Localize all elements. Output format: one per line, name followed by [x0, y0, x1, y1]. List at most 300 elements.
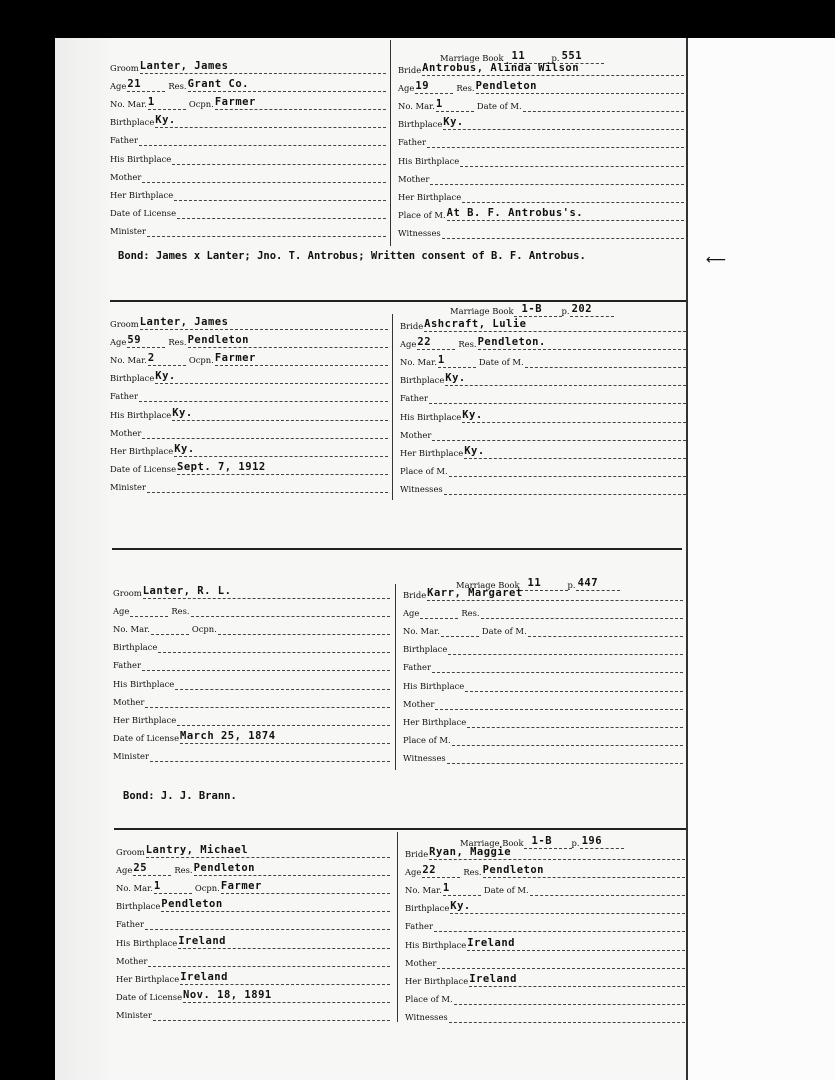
date-of-m-line	[528, 623, 683, 637]
groom-birthplace-line	[161, 898, 390, 912]
minister-row	[110, 475, 388, 493]
place-of-m-value: At B. F. Antrobus's.	[446, 206, 584, 219]
bride-his-birthplace-label: His Birthplace	[405, 939, 467, 950]
groom-ocpn-line	[218, 621, 390, 635]
bride-his-birthplace-row	[398, 148, 684, 166]
groom-father-label: Father	[110, 135, 138, 146]
bride-no-mar-row	[398, 94, 684, 112]
groom-res-value: Pendleton	[187, 334, 250, 347]
minister-label: Minister	[110, 481, 146, 492]
groom-father-label: Father	[113, 660, 141, 671]
groom-row	[116, 840, 390, 858]
groom-age-value: 25	[133, 862, 148, 875]
place-of-m-line	[449, 463, 686, 477]
groom-his-birthplace-row	[116, 930, 390, 948]
groom-ocpn-line	[215, 352, 388, 366]
groom-birthplace-row	[116, 894, 390, 912]
groom-ocpn-label: Ocpn.	[188, 99, 214, 110]
marriage-book-label: Marriage Book	[460, 838, 524, 848]
groom-res-line	[188, 334, 388, 348]
record-3-groom-column	[113, 581, 390, 762]
bride-label: Bride	[405, 849, 429, 860]
record-1-bride-column	[398, 58, 684, 239]
minister-label: Minister	[116, 1009, 152, 1020]
groom-his-birthplace-line	[178, 935, 390, 949]
bride-line	[429, 846, 685, 860]
groom-no-mar-label: No. Mar.	[110, 99, 147, 110]
groom-age-line	[127, 334, 165, 348]
groom-her-birthplace-row	[113, 708, 390, 726]
groom-father-row	[110, 384, 388, 402]
groom-value: Lanter, James	[139, 60, 229, 73]
date-of-license-line	[180, 730, 390, 744]
bride-res-label: Res.	[458, 339, 477, 350]
place-of-m-label: Place of M.	[398, 209, 446, 220]
bride-her-birthplace-label: Her Birthplace	[398, 191, 462, 202]
bride-no-mar-value: 1	[442, 882, 450, 895]
groom-no-mar-value: 1	[153, 880, 161, 893]
groom-birthplace-label: Birthplace	[110, 117, 155, 128]
bride-birthplace-line	[443, 116, 684, 130]
bride-father-line	[434, 918, 685, 932]
groom-mother-row	[116, 949, 390, 967]
groom-her-birthplace-label: Her Birthplace	[116, 973, 180, 984]
groom-line	[140, 316, 388, 330]
bride-her-birthplace-row	[400, 441, 686, 459]
groom-ocpn-label: Ocpn.	[194, 883, 220, 894]
bride-father-row	[398, 130, 684, 148]
bride-his-birthplace-label: His Birthplace	[403, 680, 465, 691]
groom-birthplace-label: Birthplace	[110, 373, 155, 384]
place-of-m-line	[452, 732, 683, 746]
bride-no-mar-row	[400, 350, 686, 368]
bride-value: Antrobus, Alinda Wilson	[422, 62, 580, 75]
groom-age-value: 59	[127, 334, 142, 347]
groom-birthplace-value: Pendleton	[161, 898, 223, 911]
groom-birthplace-row	[110, 366, 388, 384]
bride-row	[403, 583, 683, 601]
witnesses-label: Witnesses	[405, 1011, 448, 1022]
bride-value: Ryan, Maggie	[429, 846, 512, 859]
bride-row	[400, 314, 686, 332]
groom-her-birthplace-label: Her Birthplace	[110, 189, 174, 200]
record-2-column-divider	[392, 314, 393, 500]
groom-ocpn-line	[215, 96, 386, 110]
bride-birthplace-row	[405, 896, 685, 914]
groom-her-birthplace-line	[174, 443, 388, 457]
minister-line	[147, 223, 386, 237]
witnesses-line	[449, 1009, 685, 1023]
witnesses-label: Witnesses	[403, 752, 446, 763]
groom-res-label: Res.	[171, 606, 190, 617]
groom-line	[140, 60, 386, 74]
groom-her-birthplace-row	[110, 183, 386, 201]
groom-her-birthplace-row	[110, 439, 388, 457]
bride-no-mar-row	[403, 619, 683, 637]
groom-his-birthplace-label: His Birthplace	[116, 937, 178, 948]
groom-age-value: 21	[127, 78, 142, 91]
bride-age-row	[400, 332, 686, 350]
bride-father-line	[427, 134, 684, 148]
date-of-license-row	[110, 201, 386, 219]
record-4-groom-column	[116, 840, 390, 1021]
bride-age-label: Age	[400, 339, 417, 350]
groom-no-mar-label: No. Mar.	[110, 355, 147, 366]
groom-father-line	[139, 132, 386, 146]
groom-age-label: Age	[110, 337, 127, 348]
groom-res-line	[194, 862, 390, 876]
date-of-license-value: Nov. 18, 1891	[183, 988, 272, 1001]
groom-his-birthplace-row	[110, 146, 386, 164]
groom-mother-line	[142, 425, 388, 439]
groom-ocpn-label: Ocpn.	[188, 355, 214, 366]
groom-no-mar-line	[151, 621, 189, 635]
bride-his-birthplace-row	[403, 673, 683, 691]
date-of-m-label: Date of M.	[481, 626, 527, 637]
groom-father-line	[145, 916, 390, 930]
bride-label: Bride	[400, 321, 424, 332]
bride-line	[427, 587, 683, 601]
witnesses-row	[398, 221, 684, 239]
place-of-m-row	[400, 459, 686, 477]
groom-his-birthplace-value: Ireland	[178, 934, 226, 947]
record-2-bride-column	[400, 314, 686, 495]
minister-line	[153, 1007, 390, 1021]
bride-her-birthplace-row	[405, 969, 685, 987]
bride-res-value: Pendleton.	[477, 336, 546, 349]
bride-mother-label: Mother	[398, 173, 430, 184]
groom-age-row	[113, 599, 390, 617]
bride-father-row	[403, 655, 683, 673]
bride-birthplace-value: Ky.	[445, 372, 466, 385]
bride-mother-row	[403, 692, 683, 710]
place-of-m-line	[454, 991, 685, 1005]
date-of-license-row	[113, 726, 390, 744]
groom-line	[143, 585, 390, 599]
bride-line	[424, 318, 686, 332]
date-of-license-value: March 25, 1874	[180, 729, 276, 742]
bride-mother-line	[432, 427, 686, 441]
arrow-mark: ⟵	[706, 252, 727, 268]
groom-res-line	[191, 603, 390, 617]
bride-mother-row	[398, 167, 684, 185]
bride-mother-line	[430, 171, 684, 185]
bride-no-mar-label: No. Mar.	[405, 885, 442, 896]
place-of-m-row	[398, 203, 684, 221]
record-1-column-divider	[390, 40, 391, 246]
groom-her-birthplace-label: Her Birthplace	[110, 445, 174, 456]
groom-birthplace-label: Birthplace	[113, 642, 158, 653]
groom-father-row	[110, 128, 386, 146]
record-1-groom-column	[110, 56, 386, 237]
date-of-license-value: Sept. 7, 1912	[177, 460, 266, 473]
bride-her-birthplace-line	[462, 189, 684, 203]
place-of-m-label: Place of M.	[403, 734, 451, 745]
date-of-license-label: Date of License	[116, 991, 183, 1002]
bride-birthplace-value: Ky.	[443, 116, 464, 129]
page-value: 551	[561, 50, 583, 62]
groom-ocpn-value: Farmer	[220, 880, 262, 893]
place-of-m-label: Place of M.	[400, 465, 448, 476]
bride-no-mar-value: 1	[437, 354, 445, 367]
groom-father-row	[113, 653, 390, 671]
bride-res-value: Pendleton	[475, 80, 538, 93]
groom-mother-row	[110, 421, 388, 439]
page-edge-line	[686, 38, 688, 1080]
witnesses-line	[444, 481, 686, 495]
bride-no-mar-label: No. Mar.	[400, 357, 437, 368]
bride-age-line	[420, 605, 458, 619]
groom-her-birthplace-label: Her Birthplace	[113, 714, 177, 725]
bride-birthplace-label: Birthplace	[403, 644, 448, 655]
record-4-column-divider	[397, 832, 398, 1022]
bride-mother-line	[437, 955, 685, 969]
bride-res-line	[483, 864, 685, 878]
groom-his-birthplace-label: His Birthplace	[113, 678, 175, 689]
record-1-separator-rule	[110, 300, 686, 302]
witnesses-label: Witnesses	[400, 483, 443, 494]
groom-his-birthplace-line	[175, 676, 390, 690]
page-value: 202	[571, 303, 593, 315]
record-1-bond-text: Bond: James x Lanter; Jno. T. Antrobus; Written consent of B. F. Antrobus.	[118, 250, 586, 262]
groom-label: Groom	[113, 588, 142, 599]
bride-mother-line	[435, 696, 683, 710]
date-of-license-row	[110, 457, 388, 475]
groom-value: Lanter, R. L.	[142, 585, 232, 598]
bride-label: Bride	[398, 65, 422, 76]
groom-birthplace-line	[155, 370, 388, 384]
bride-no-mar-label: No. Mar.	[398, 101, 435, 112]
groom-no-mar-label: No. Mar.	[113, 624, 150, 635]
groom-father-line	[139, 388, 388, 402]
bride-his-birthplace-row	[400, 404, 686, 422]
groom-no-mar-row	[113, 617, 390, 635]
groom-age-label: Age	[113, 606, 130, 617]
record-4-bride-column	[405, 842, 685, 1023]
bride-father-line	[429, 390, 686, 404]
bride-her-birthplace-row	[398, 185, 684, 203]
bride-no-mar-line	[443, 882, 481, 896]
groom-res-value: Pendleton	[193, 862, 256, 875]
groom-his-birthplace-value: Ky.	[172, 406, 193, 419]
groom-ocpn-label: Ocpn.	[191, 624, 217, 635]
place-of-m-row	[403, 728, 683, 746]
groom-age-line	[133, 862, 171, 876]
groom-age-line	[130, 603, 168, 617]
groom-his-birthplace-line	[172, 151, 386, 165]
bride-mother-label: Mother	[403, 698, 435, 709]
marriage-book-value: 1-B	[521, 303, 543, 315]
date-of-license-label: Date of License	[110, 207, 177, 218]
groom-ocpn-line	[221, 880, 390, 894]
groom-birthplace-row	[113, 635, 390, 653]
bride-her-birthplace-label: Her Birthplace	[400, 447, 464, 458]
date-of-m-label: Date of M.	[483, 885, 529, 896]
date-of-m-line	[523, 98, 684, 112]
marriage-book-value: 11	[527, 577, 542, 589]
groom-mother-label: Mother	[110, 171, 142, 182]
bride-res-line	[478, 336, 686, 350]
groom-no-mar-value: 1	[147, 96, 155, 109]
bride-age-label: Age	[398, 83, 415, 94]
groom-father-label: Father	[110, 391, 138, 402]
marriage-book-label: Marriage Book	[440, 53, 504, 63]
groom-ocpn-value: Farmer	[214, 96, 256, 109]
groom-label: Groom	[110, 63, 139, 74]
date-of-license-line	[177, 205, 386, 219]
groom-no-mar-row	[116, 876, 390, 894]
groom-row	[110, 312, 388, 330]
groom-value: Lantry, Michael	[145, 844, 249, 857]
groom-age-row	[116, 858, 390, 876]
bride-row	[405, 842, 685, 860]
bride-no-mar-row	[405, 878, 685, 896]
bride-age-line	[417, 336, 455, 350]
bride-birthplace-label: Birthplace	[400, 375, 445, 386]
groom-no-mar-row	[110, 348, 388, 366]
bride-age-label: Age	[405, 867, 422, 878]
bride-father-label: Father	[398, 137, 426, 148]
bride-her-birthplace-line	[464, 445, 686, 459]
bride-mother-row	[400, 423, 686, 441]
minister-row	[113, 744, 390, 762]
groom-age-line	[127, 78, 165, 92]
bride-age-row	[405, 860, 685, 878]
groom-mother-line	[145, 694, 390, 708]
groom-her-birthplace-value: Ireland	[180, 970, 228, 983]
groom-label: Groom	[116, 847, 145, 858]
bride-father-label: Father	[400, 393, 428, 404]
bride-age-line	[422, 864, 460, 878]
bride-mother-label: Mother	[400, 429, 432, 440]
bride-label: Bride	[403, 590, 427, 601]
minister-line	[150, 748, 390, 762]
groom-line	[146, 844, 390, 858]
date-of-license-line	[183, 989, 390, 1003]
bride-age-line	[415, 80, 453, 94]
bride-res-label: Res.	[463, 867, 482, 878]
groom-mother-row	[110, 165, 386, 183]
record-2-groom-column	[110, 312, 388, 493]
bride-her-birthplace-row	[403, 710, 683, 728]
groom-her-birthplace-line	[174, 187, 386, 201]
bride-age-row	[403, 601, 683, 619]
record-2-separator-rule	[112, 548, 682, 550]
bride-no-mar-line	[438, 354, 476, 368]
record-3-separator-rule	[114, 828, 686, 830]
date-of-license-row	[116, 985, 390, 1003]
bride-mother-row	[405, 951, 685, 969]
bride-her-birthplace-value: Ky.	[464, 444, 485, 457]
groom-row	[113, 581, 390, 599]
page-value: 196	[581, 835, 603, 847]
groom-his-birthplace-row	[113, 671, 390, 689]
groom-his-birthplace-line	[172, 407, 388, 421]
bride-his-birthplace-row	[405, 932, 685, 950]
bride-his-birthplace-label: His Birthplace	[398, 155, 460, 166]
bride-no-mar-line	[436, 98, 474, 112]
groom-value: Lanter, James	[139, 316, 229, 329]
witnesses-row	[400, 477, 686, 495]
date-of-m-line	[530, 882, 685, 896]
bride-his-birthplace-line	[462, 409, 686, 423]
bride-value: Karr, Margaret	[427, 587, 523, 600]
marriage-book-value: 1-B	[531, 835, 553, 847]
groom-row	[110, 56, 386, 74]
witnesses-row	[405, 1005, 685, 1023]
groom-her-birthplace-line	[177, 712, 390, 726]
groom-his-birthplace-label: His Birthplace	[110, 409, 172, 420]
record-3-bond-text: Bond: J. J. Brann.	[123, 790, 237, 802]
witnesses-row	[403, 746, 683, 764]
groom-his-birthplace-label: His Birthplace	[110, 153, 172, 164]
groom-mother-label: Mother	[113, 696, 145, 707]
date-of-license-label: Date of License	[113, 732, 180, 743]
bride-age-value: 22	[422, 864, 437, 877]
date-of-m-label: Date of M.	[478, 357, 524, 368]
groom-birthplace-line	[155, 114, 386, 128]
groom-no-mar-line	[154, 880, 192, 894]
groom-age-row	[110, 330, 388, 348]
bride-mother-label: Mother	[405, 957, 437, 968]
groom-age-label: Age	[116, 865, 133, 876]
bride-no-mar-label: No. Mar.	[403, 626, 440, 637]
groom-no-mar-row	[110, 92, 386, 110]
groom-mother-row	[113, 690, 390, 708]
bride-res-value: Pendleton	[482, 864, 545, 877]
bride-age-value: 22	[417, 336, 432, 349]
minister-label: Minister	[113, 750, 149, 761]
groom-mother-label: Mother	[110, 427, 142, 438]
bride-her-birthplace-label: Her Birthplace	[405, 975, 469, 986]
bride-birthplace-line	[445, 372, 686, 386]
bride-her-birthplace-value: Ireland	[469, 972, 517, 985]
bride-birthplace-row	[403, 637, 683, 655]
witnesses-line	[442, 225, 684, 239]
groom-her-birthplace-value: Ky.	[174, 442, 195, 455]
bride-his-birthplace-line	[460, 153, 684, 167]
bride-birthplace-line	[450, 900, 685, 914]
bride-her-birthplace-line	[469, 973, 685, 987]
page-margin-strip	[688, 38, 835, 1080]
minister-row	[110, 219, 386, 237]
bride-his-birthplace-line	[465, 678, 683, 692]
witnesses-label: Witnesses	[398, 227, 441, 238]
marriage-book-value: 11	[511, 50, 526, 62]
date-of-m-label: Date of M.	[476, 101, 522, 112]
page-label: p.	[571, 838, 580, 848]
bride-his-birthplace-line	[467, 937, 685, 951]
bride-his-birthplace-value: Ireland	[467, 936, 515, 949]
date-of-m-line	[525, 354, 686, 368]
bride-no-mar-line	[441, 623, 479, 637]
bride-her-birthplace-label: Her Birthplace	[403, 716, 467, 727]
groom-mother-line	[148, 953, 390, 967]
bride-birthplace-line	[448, 641, 683, 655]
groom-no-mar-line	[148, 352, 186, 366]
groom-res-label: Res.	[174, 865, 193, 876]
groom-father-label: Father	[116, 919, 144, 930]
groom-her-birthplace-line	[180, 971, 390, 985]
bride-no-mar-value: 1	[435, 98, 443, 111]
place-of-m-row	[405, 987, 685, 1005]
bride-birthplace-row	[400, 368, 686, 386]
groom-birthplace-row	[110, 110, 386, 128]
page-label: p.	[551, 53, 560, 63]
groom-res-label: Res.	[168, 337, 187, 348]
groom-mother-line	[142, 169, 386, 183]
bride-father-label: Father	[403, 662, 431, 673]
